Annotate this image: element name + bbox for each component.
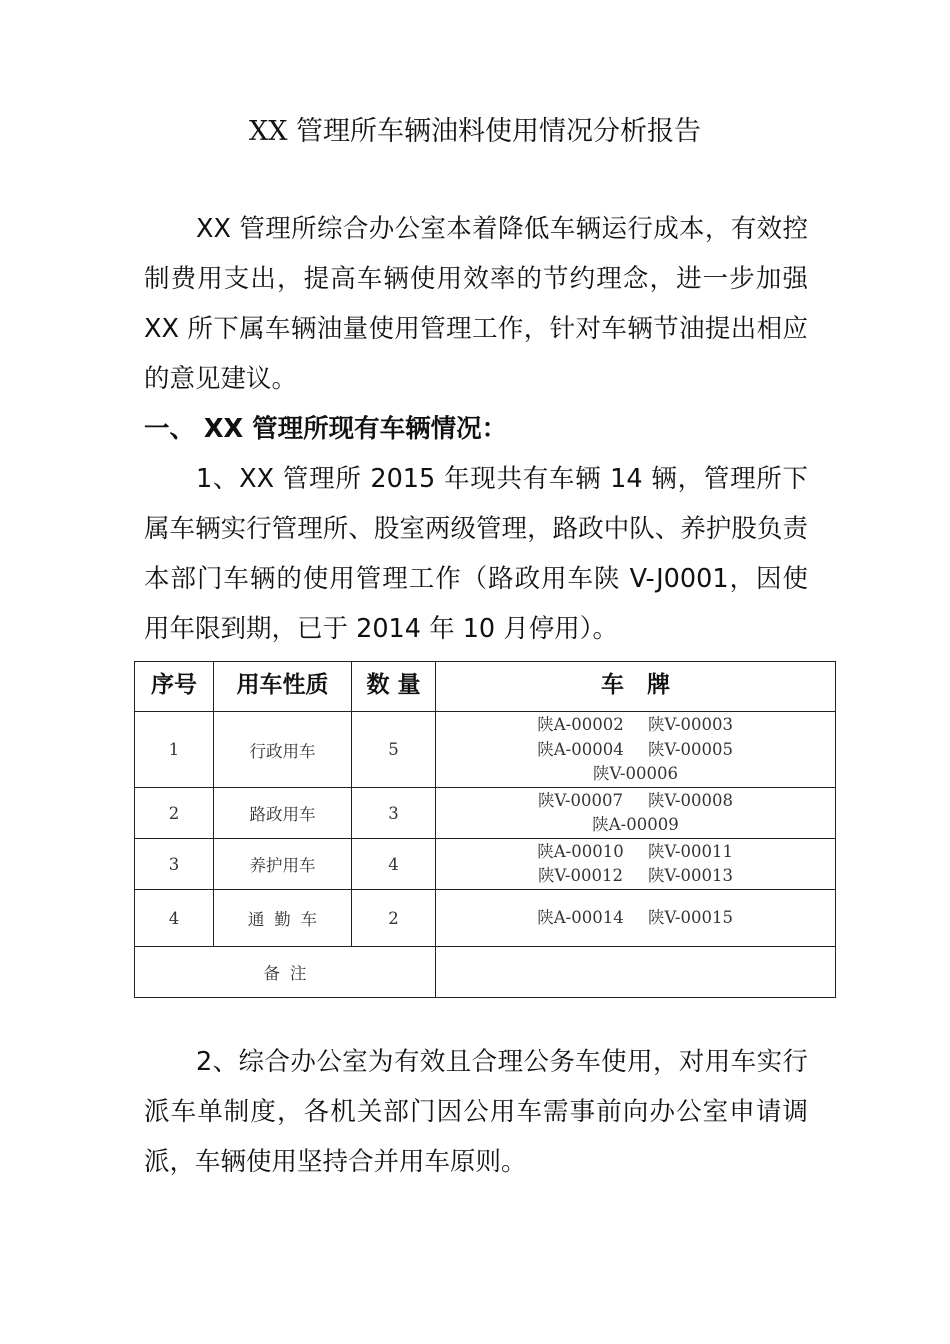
row-plates bbox=[436, 788, 836, 839]
section-heading: 一、 XX 管理所现有车辆情况： bbox=[144, 414, 508, 444]
table-row bbox=[135, 712, 836, 788]
item-1-paragraph: 1、XX 管理所 2015 年现共有车辆 14 辆，管理所下属车辆实行管理所、股室两级管理，路政中队、养护股负责本部门车辆的使用管理工作（路政用车陕 V-J0001，因使用年限到期，已于 2014 年 10 月停用）。 bbox=[144, 464, 808, 644]
table-row bbox=[135, 890, 836, 947]
row-type: 通勤车 bbox=[214, 890, 352, 947]
header-no: 序号 bbox=[135, 662, 214, 712]
plate-number: 陕V-00007 bbox=[538, 790, 623, 810]
row-no: 1 bbox=[135, 712, 214, 788]
plate-number: 陕V-00013 bbox=[648, 866, 733, 885]
document-title: XX 管理所车辆油料使用情况分析报告 bbox=[248, 116, 702, 147]
row-count: 5 bbox=[352, 712, 436, 788]
row-type: 行政用车 bbox=[214, 712, 352, 788]
remark-row bbox=[135, 947, 836, 998]
row-no: 4 bbox=[135, 890, 214, 947]
plate-number: 陕A-00004 bbox=[537, 739, 624, 759]
row-count: 3 bbox=[352, 788, 436, 839]
plate-number: 陕V-00006 bbox=[593, 764, 678, 784]
remark-value bbox=[436, 947, 836, 998]
row-plates bbox=[436, 839, 836, 890]
plate-number: 陕V-00005 bbox=[648, 739, 733, 759]
header-plates: 车 牌 bbox=[436, 662, 836, 712]
row-count: 2 bbox=[352, 890, 436, 947]
row-no: 2 bbox=[135, 788, 214, 839]
plate-number: 陕A-00002 bbox=[537, 715, 624, 735]
plate-number: 陕V-00008 bbox=[648, 790, 733, 810]
row-type: 养护用车 bbox=[214, 839, 352, 890]
row-plates bbox=[436, 890, 836, 947]
row-plates bbox=[436, 712, 836, 788]
table-header-row bbox=[135, 662, 836, 712]
header-type: 用车性质 bbox=[214, 662, 352, 712]
header-count: 数 量 bbox=[352, 662, 436, 712]
plate-number: 陕V-00012 bbox=[538, 866, 623, 885]
remark-label: 备注 bbox=[135, 947, 436, 998]
plate-number: 陕V-00011 bbox=[648, 841, 733, 861]
vehicle-table bbox=[134, 661, 836, 998]
row-count: 4 bbox=[352, 839, 436, 890]
plate-number: 陕A-00014 bbox=[537, 907, 624, 927]
plate-number: 陕V-00015 bbox=[648, 907, 733, 927]
plate-number: 陕A-00009 bbox=[592, 815, 679, 834]
table-row bbox=[135, 839, 836, 890]
plate-number: 陕V-00003 bbox=[648, 715, 733, 735]
item-2-paragraph: 2、综合办公室为有效且合理公务车使用，对用车实行派车单制度，各机关部门因公用车需事前向办公室申请调派，车辆使用坚持合并用车原则。 bbox=[144, 1047, 808, 1177]
plate-number: 陕A-00010 bbox=[537, 841, 624, 861]
row-no: 3 bbox=[135, 839, 214, 890]
intro-paragraph: XX 管理所综合办公室本着降低车辆运行成本，有效控制费用支出，提高车辆使用效率的节约理念，进一步加强 XX 所下属车辆油量使用管理工作，针对车辆节油提出相应的意见建议。 bbox=[144, 214, 808, 394]
table-row bbox=[135, 788, 836, 839]
row-type: 路政用车 bbox=[214, 788, 352, 839]
